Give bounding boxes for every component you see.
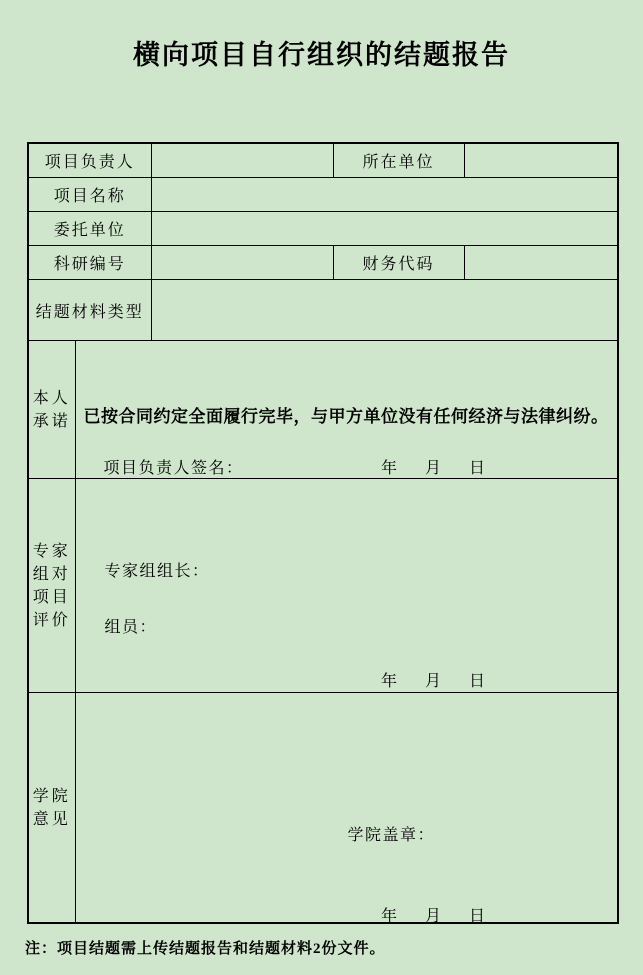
college-side-line: 学院 bbox=[32, 787, 71, 805]
report-form-table bbox=[27, 142, 619, 924]
footer-note: 注：项目结题需上传结题报告和结题材料2份文件。 bbox=[25, 941, 386, 957]
expert-review-row bbox=[28, 479, 618, 693]
college-opinion-content-cell[interactable] bbox=[75, 693, 618, 924]
expert-review-date bbox=[381, 668, 485, 691]
commitment-row bbox=[28, 341, 618, 479]
year-text: 年 bbox=[380, 908, 397, 925]
day-text: 日 bbox=[469, 673, 486, 690]
commitment-side-line: 承诺 bbox=[32, 412, 71, 430]
page-title: 横向项目自行组织的结题报告 bbox=[133, 40, 510, 71]
month-text: 月 bbox=[424, 673, 441, 690]
commitment-side-label bbox=[28, 341, 75, 479]
finance-code-label: 财务代码 bbox=[333, 246, 464, 280]
expert-side-label bbox=[28, 479, 75, 693]
college-side-line: 意见 bbox=[32, 810, 71, 828]
material-type-row bbox=[28, 280, 618, 341]
client-unit-label: 委托单位 bbox=[28, 212, 151, 246]
commitment-statement: 已按合同约定全面履行完毕，与甲方单位没有任何经济与法律纠纷。 bbox=[83, 407, 609, 427]
research-code-label: 科研编号 bbox=[28, 246, 151, 280]
material-type-label: 结题材料类型 bbox=[28, 280, 151, 341]
commitment-date bbox=[381, 455, 485, 478]
expert-review-content-cell[interactable] bbox=[75, 479, 618, 693]
commitment-content-cell[interactable] bbox=[75, 341, 618, 479]
month-text: 月 bbox=[424, 908, 441, 925]
expert-side-line: 专家 bbox=[32, 542, 71, 560]
finance-code-field[interactable] bbox=[464, 246, 618, 280]
project-name-row bbox=[28, 178, 618, 212]
year-text: 年 bbox=[380, 673, 397, 690]
expert-member-label: 组员： bbox=[104, 619, 158, 636]
project-leader-label: 项目负责人 bbox=[28, 143, 151, 178]
college-side-label bbox=[28, 693, 75, 924]
research-code-row bbox=[28, 246, 618, 280]
work-unit-field[interactable] bbox=[464, 143, 618, 178]
day-text: 日 bbox=[469, 460, 486, 477]
expert-side-line: 项目 bbox=[32, 588, 71, 606]
year-text: 年 bbox=[380, 460, 397, 477]
expert-side-line: 评价 bbox=[32, 611, 71, 629]
college-opinion-row bbox=[28, 693, 618, 924]
client-unit-field[interactable] bbox=[151, 212, 618, 246]
college-date bbox=[381, 903, 485, 926]
project-name-field[interactable] bbox=[151, 178, 618, 212]
commitment-side-line: 本人 bbox=[32, 389, 71, 407]
client-unit-row bbox=[28, 212, 618, 246]
expert-side-line: 组对 bbox=[32, 565, 71, 583]
project-name-label: 项目名称 bbox=[28, 178, 151, 212]
month-text: 月 bbox=[424, 460, 441, 477]
research-code-field[interactable] bbox=[151, 246, 333, 280]
leader-signature-label: 项目负责人签名： bbox=[103, 460, 244, 477]
day-text: 日 bbox=[469, 908, 486, 925]
project-leader-field[interactable] bbox=[151, 143, 333, 178]
project-leader-row bbox=[28, 143, 618, 178]
work-unit-label: 所在单位 bbox=[333, 143, 464, 178]
expert-leader-label: 专家组组长： bbox=[104, 563, 210, 580]
college-seal-label: 学院盖章： bbox=[347, 827, 436, 844]
material-type-field[interactable] bbox=[151, 280, 618, 341]
